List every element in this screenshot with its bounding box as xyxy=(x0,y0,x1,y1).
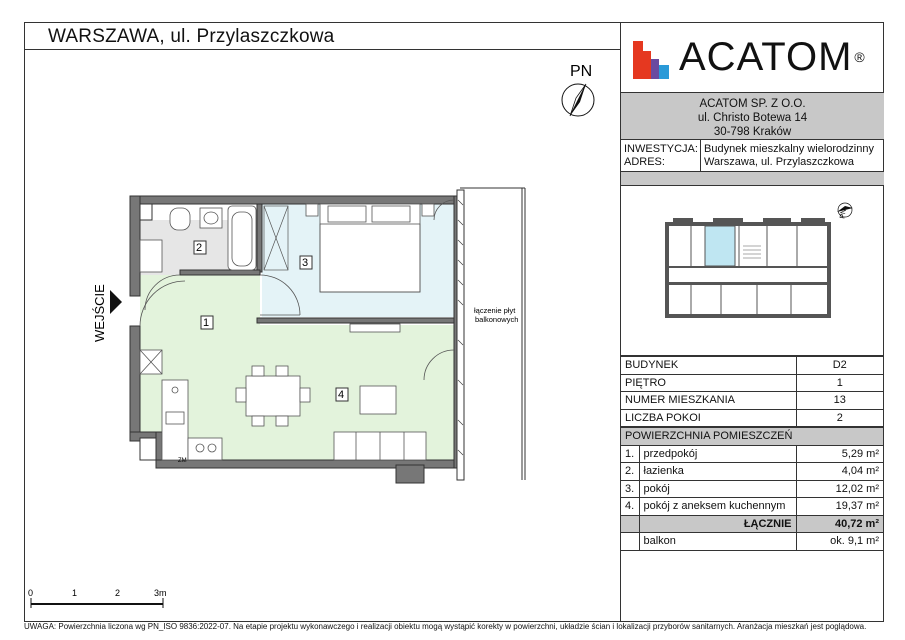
total-value: 40,72 m² xyxy=(796,515,884,533)
company-name: ACATOM SP. Z O.O. xyxy=(699,98,806,110)
room-row: 2. łazienka 4,04 m² xyxy=(621,463,884,481)
divider-strip xyxy=(621,172,884,186)
total-label: ŁĄCZNIE xyxy=(639,515,796,533)
keyplan-highlight xyxy=(705,226,735,266)
detail-row-building: BUDYNEK D2 xyxy=(621,357,884,375)
balcony-row xyxy=(621,533,884,551)
scale-tick-3: 3m xyxy=(154,588,167,598)
address-label: ADRES: xyxy=(624,156,665,168)
room-row: 4. pokój z aneksem kuchennym 19,37 m² xyxy=(621,498,884,516)
entrance-arrow-icon xyxy=(110,290,122,314)
entrance-label: WEJŚCIE xyxy=(92,284,107,342)
room-label-1: 1 xyxy=(203,317,210,329)
north-arrow-icon xyxy=(556,60,606,120)
balcony-value: ok. 9,1 m² xyxy=(796,533,884,551)
scale-tick-0: 0 xyxy=(28,588,34,598)
balcony-note-1: łączenie płyt xyxy=(474,306,516,315)
room-row: 3. pokój 12,02 m² xyxy=(621,480,884,498)
scale-tick-2: 2 xyxy=(115,588,121,598)
balcony-label: balkon xyxy=(639,533,796,551)
room-label-3: 3 xyxy=(302,257,309,269)
info-panel xyxy=(620,22,884,622)
acatom-logo-icon xyxy=(631,35,671,79)
floor-plan xyxy=(60,180,540,490)
total-row xyxy=(621,515,884,533)
investment-block xyxy=(621,140,884,172)
detail-row-apartment-number: NUMER MIESZKANIA 13 xyxy=(621,392,884,410)
room-areas-table xyxy=(621,427,884,551)
company-block xyxy=(621,92,884,140)
logo-registered: ® xyxy=(854,49,865,65)
detail-row-floor: PIĘTRO 1 xyxy=(621,374,884,392)
address-value: Warszawa, ul. Przylaszczkowa xyxy=(704,156,854,168)
logo xyxy=(621,22,884,92)
appliance-label: ZM xyxy=(178,458,187,464)
investment-label: INWESTYCJA: xyxy=(624,143,698,155)
room-row: 1. przedpokój 5,29 m² xyxy=(621,445,884,463)
apartment-details-table xyxy=(621,356,884,427)
page-title: WARSZAWA, ul. Przylaszczkowa xyxy=(48,26,335,47)
north-label: PN xyxy=(570,63,593,80)
keyplan-north-icon xyxy=(837,203,853,219)
company-street: ul. Christo Botewa 14 xyxy=(697,112,808,124)
room-label-2: 2 xyxy=(196,242,203,254)
room-areas-header: POWIERZCHNIA POMIESZCZEŃ xyxy=(621,428,884,446)
scale-tick-1: 1 xyxy=(72,588,78,598)
disclaimer-note: UWAGA: Powierzchnia liczona wg PN_ISO 9836:2022-07. Na etapie projektu wykonawczego i realizacji obiektu mogą wystąpić korekty w powierzchni, układzie ścian i lokalizacji przyborów sanitarnych. Aranżacja mieszkań jest poglądowa. xyxy=(24,622,867,631)
logo-text: ACATOM xyxy=(679,34,853,79)
balcony-note-2: balkonowych xyxy=(475,315,519,324)
detail-row-room-count: LICZBA POKOI 2 xyxy=(621,409,884,427)
keyplan-north-label: PN xyxy=(839,208,848,220)
investment-value: Budynek mieszkalny wielorodzinny xyxy=(704,143,874,155)
room-label-4: 4 xyxy=(338,389,345,401)
company-city: 30-798 Kraków xyxy=(713,126,792,138)
key-plan xyxy=(621,186,884,356)
scale-bar xyxy=(28,584,188,614)
title-divider xyxy=(24,49,620,50)
